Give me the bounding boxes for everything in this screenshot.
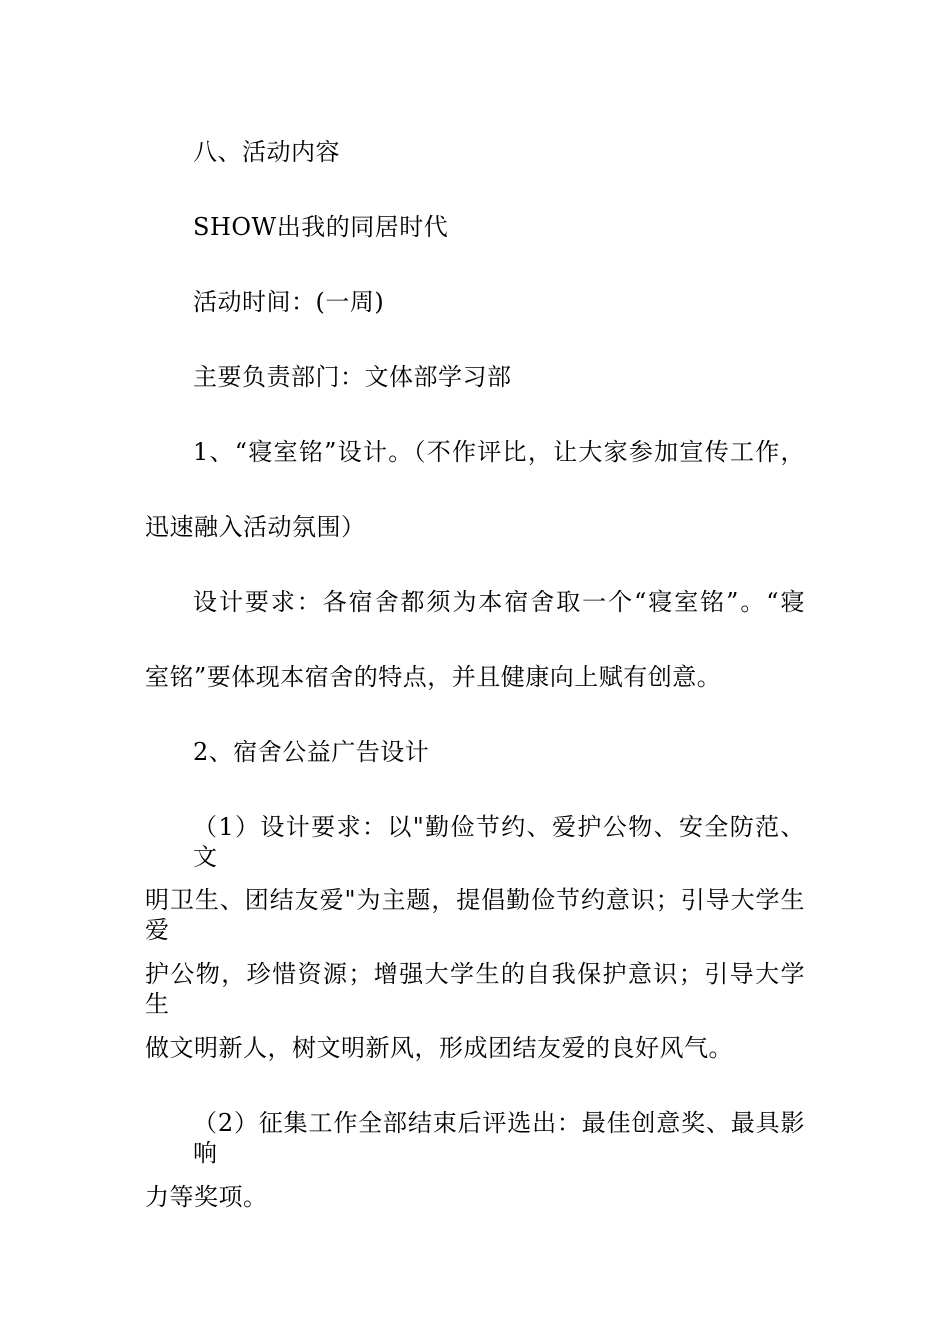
item-2-1-line-3: 护公物，珍惜资源；增强大学生的自我保护意识；引导大学生: [145, 960, 805, 1018]
item-1-line-1: 1、“寝室铭”设计。（不作评比，让大家参加宣传工作，: [193, 438, 805, 466]
item-2-1-line-2: 明卫生、团结友爱"为主题，提倡勤俭节约意识；引导大学生爱: [145, 886, 805, 944]
item-1-line-2: 迅速融入活动氛围）: [145, 513, 366, 541]
item-2-2-line-1: （2）征集工作全部结束后评选出：最佳创意奖、最具影响: [193, 1109, 805, 1167]
item-2-heading: 2、宿舍公益广告设计: [193, 738, 430, 766]
item-1-requirement-line-1: 设计要求：各宿舍都须为本宿舍取一个“寝室铭”。“寝: [193, 588, 805, 616]
activity-time: 活动时间：(一周): [193, 288, 385, 316]
item-1-requirement-line-2: 室铭”要体现本宿舍的特点，并且健康向上赋有创意。: [145, 663, 722, 691]
responsible-department: 主要负责部门：文体部学习部: [193, 363, 512, 391]
section-heading: 八、活动内容: [193, 138, 340, 166]
activity-title: SHOW出我的同居时代: [193, 213, 449, 241]
item-2-2-line-2: 力等奖项。: [145, 1183, 268, 1211]
item-2-1-line-4: 做文明新人，树文明新风，形成团结友爱的良好风气。: [145, 1034, 733, 1062]
item-2-1-line-1: （1）设计要求：以"勤俭节约、爱护公物、安全防范、文: [193, 813, 805, 871]
